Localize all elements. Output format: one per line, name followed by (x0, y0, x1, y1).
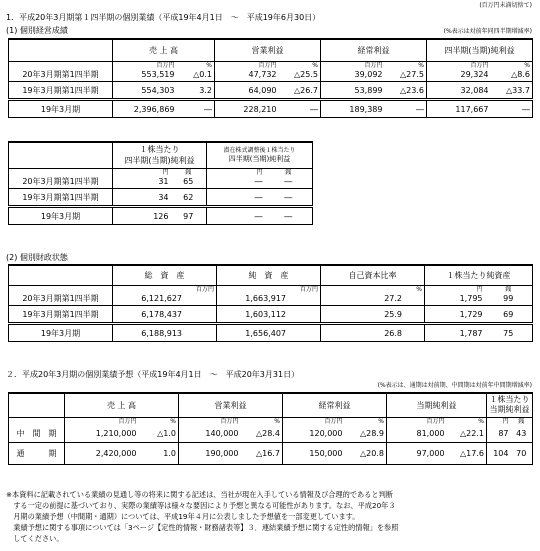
col-header-operating-income: 営業利益 (215, 39, 321, 61)
unit-label: % (321, 285, 425, 293)
cell-value: 6,121,627 (113, 293, 217, 306)
unit-label: 円 (207, 168, 265, 176)
cell-value: ― (207, 176, 265, 189)
cell-value: 6,178,437 (113, 306, 217, 324)
section2-title: ２．平成20年3月期の個別業績予想（平成19年4月1日 ～ 平成20年3月31日） (6, 370, 300, 379)
cell-value: △1.0 (139, 425, 179, 443)
cell-value: 75 (485, 324, 533, 342)
table-row (9, 82, 533, 100)
unit-label: 百万円 (387, 417, 447, 425)
unit-label: 銭 (485, 285, 533, 293)
unit-label: 百万円 (65, 417, 139, 425)
unit-label: 百万円 (321, 61, 385, 69)
cell-value: 228,210 (215, 100, 279, 118)
cell-value: 32,084 (427, 82, 491, 100)
row-label: 20年3月期第1四半期 (9, 176, 113, 189)
cell-value: ― (385, 100, 427, 118)
cell-value: ― (265, 189, 313, 207)
col-header-operating-income: 営業利益 (179, 393, 283, 417)
cell-value: 62 (171, 189, 207, 207)
cell-value: ― (265, 176, 313, 189)
header-line: 潜在株式調整後１株当たり (223, 147, 296, 155)
corner-cell (9, 39, 113, 61)
table-row (9, 176, 313, 189)
cell-value: ― (207, 207, 265, 225)
cell-value: 120,000 (283, 425, 345, 443)
table-row (9, 306, 533, 324)
cell-value: 140,000 (179, 425, 241, 443)
unit-label: % (139, 417, 179, 425)
unit-label: 銭 (171, 168, 207, 176)
cell-value: △8.6 (491, 69, 533, 82)
unit-label: 百万円 (427, 61, 491, 69)
cell-value: ― (265, 207, 313, 225)
table-row (9, 425, 533, 443)
cell-value: ― (491, 100, 533, 118)
section2-note: (%表示は、通期は対前期、中間期は対前年中間期増減率) (377, 382, 532, 389)
cell-value: ― (207, 189, 265, 207)
header-line: 四半期(当期)純利益 (228, 155, 291, 164)
cell-value: 1,663,917 (217, 293, 321, 306)
row-label: 19年3月期 (9, 324, 113, 342)
unit-label: 百万円 (217, 285, 321, 293)
cell-value: ― (177, 100, 215, 118)
cell-value: 190,000 (179, 443, 241, 465)
table-row (9, 324, 533, 342)
cell-value: △20.8 (345, 443, 387, 465)
unit-label: 円 (425, 285, 485, 293)
cell-value: △16.7 (241, 443, 283, 465)
cell-value: 6,188,913 (113, 324, 217, 342)
table-row (9, 443, 533, 465)
unit-label: % (241, 417, 283, 425)
cell-value: △28.4 (241, 425, 283, 443)
cell-value: 29,324 (427, 69, 491, 82)
unit-label: 百万円 (113, 61, 177, 69)
cell-value: 189,389 (321, 100, 385, 118)
row-label: 19年3月期 (9, 207, 113, 225)
footnote-line: 業績予想に関する事項については「3ページ【定性的情報・財務諸表等】３．連結業績予想に関する定性的情報」を参照 (6, 523, 399, 532)
cell-value: 1,787 (425, 324, 485, 342)
row-label: 19年3月期 (9, 100, 113, 118)
unit-label: 百万円 (283, 417, 345, 425)
header-line: １株当たり (489, 395, 530, 405)
unit-label: 百万円 (215, 61, 279, 69)
row-label: 通 期 (9, 443, 65, 465)
unit-label: 銭 (265, 168, 313, 176)
cell-value: 69 (485, 306, 533, 324)
row-label: 20年3月期第1四半期 (9, 69, 113, 82)
unit-label: 百万円 (179, 417, 241, 425)
col-header-bps: １株当たり純資産 (425, 265, 533, 285)
financial-position-table (8, 264, 533, 342)
cell-value: 47,732 (215, 69, 279, 82)
cell-value: 27.2 (321, 293, 425, 306)
cell-value: 1,795 (425, 293, 485, 306)
cell-value: 150,000 (283, 443, 345, 465)
cell-value: △27.5 (385, 69, 427, 82)
corner-cell (9, 142, 113, 168)
unit-label: 円 (113, 168, 171, 176)
corner-cell (9, 393, 65, 417)
section1-title: 1．平成20年3月期第１四半期の個別業績（平成19年4月1日 ～ 平成19年6月30日） (6, 13, 321, 22)
unit-label: % (491, 61, 533, 69)
cell-value: 1,210,000 (65, 425, 139, 443)
table-row (9, 207, 313, 225)
unit-label: 百万円 (113, 285, 217, 293)
forecast-table (8, 392, 533, 465)
cell-value: △25.5 (279, 69, 321, 82)
cell-value: 31 (113, 176, 171, 189)
cell-value: 53,899 (321, 82, 385, 100)
sub1-note: (%表示は対前年同四半期増減率) (443, 28, 532, 35)
footnote-line: してください。 (6, 534, 64, 543)
sub1-title: (1) 個別経営成績 (6, 26, 68, 35)
cell-value: 554,303 (113, 82, 177, 100)
footnote-line: する一定の前提に基づいており、実際の業績等は様々な要因により予想と異なる可能性があります。なお、平成20年３ (6, 501, 396, 510)
cell-value: 87 (487, 425, 511, 443)
cell-value: △23.6 (385, 82, 427, 100)
col-header-equity-ratio: 自己資本比率 (321, 265, 425, 285)
cell-value: 117,667 (427, 100, 491, 118)
sub2-title: (2) 個別財政状態 (6, 253, 68, 262)
header-line: 四半期(当期)純利益 (124, 156, 195, 166)
unit-label: % (385, 61, 427, 69)
cell-value: 1,603,112 (217, 306, 321, 324)
cell-value: 97,000 (387, 443, 447, 465)
cell-value: △0.1 (177, 69, 215, 82)
unit-label: % (447, 417, 487, 425)
col-header-eps (113, 142, 207, 168)
cell-value: 39,092 (321, 69, 385, 82)
footnote-line: ※本資料に記載されている業績の見通し等の将来に関する記述は、当社が現在入手している情報及び合理的であると判断 (6, 490, 393, 499)
col-header-ordinary-income: 経常利益 (283, 393, 387, 417)
cell-value: 553,519 (113, 69, 177, 82)
cell-value: 43 (511, 425, 533, 443)
cell-value: 64,090 (215, 82, 279, 100)
footnote-line: 月期の業績予想（中間期・通期）については、平成19年４月に公表しました予想値を一部変更しています。 (6, 512, 360, 521)
col-header-total-assets: 総 資 産 (113, 265, 217, 285)
header-line: 当期純利益 (489, 405, 530, 415)
unit-label: 円 (487, 417, 511, 425)
eps-table (8, 141, 313, 225)
unit-label: % (177, 61, 215, 69)
cell-value: △26.7 (279, 82, 321, 100)
col-header-net-income: 四半期(当期)純利益 (427, 39, 533, 61)
row-label: 20年3月期第1四半期 (9, 293, 113, 306)
cell-value: 1.0 (139, 443, 179, 465)
unit-label: % (345, 417, 387, 425)
cell-value: 2,420,000 (65, 443, 139, 465)
footnote (6, 489, 398, 544)
cell-value: 104 (487, 443, 511, 465)
cell-value: 25.9 (321, 306, 425, 324)
col-header-ordinary-income: 経常利益 (321, 39, 427, 61)
col-header-diluted-eps (207, 142, 313, 168)
cell-value: 81,000 (387, 425, 447, 443)
cell-value: ― (279, 100, 321, 118)
col-header-eps (487, 393, 533, 417)
corner-cell (9, 265, 113, 285)
cell-value: 3.2 (177, 82, 215, 100)
cell-value: 2,396,869 (113, 100, 177, 118)
col-header-net-assets: 純 資 産 (217, 265, 321, 285)
cell-value: △33.7 (491, 82, 533, 100)
col-header-sales: 売 上 高 (65, 393, 179, 417)
unit-label: % (279, 61, 321, 69)
table-row (9, 69, 533, 82)
cell-value: 126 (113, 207, 171, 225)
cell-value: 34 (113, 189, 171, 207)
row-label: 19年3月期第1四半期 (9, 189, 113, 207)
cell-value: △22.1 (447, 425, 487, 443)
cell-value: △17.6 (447, 443, 487, 465)
header-line: １株当たり (139, 145, 180, 155)
cell-value: 97 (171, 207, 207, 225)
table-row (9, 189, 313, 207)
cell-value: 1,729 (425, 306, 485, 324)
cell-value: 70 (511, 443, 533, 465)
row-label: 19年3月期第1四半期 (9, 82, 113, 100)
cell-value: 1,656,407 (217, 324, 321, 342)
cell-value: 99 (485, 293, 533, 306)
row-label: 19年3月期第1四半期 (9, 306, 113, 324)
row-label: 中 間 期 (9, 425, 65, 443)
cell-value: △28.9 (345, 425, 387, 443)
table-row (9, 293, 533, 306)
col-header-net-income: 当期純利益 (387, 393, 487, 417)
operating-results-table (8, 38, 533, 118)
unit-label: 銭 (511, 417, 533, 425)
cell-value: 65 (171, 176, 207, 189)
cell-value: 26.8 (321, 324, 425, 342)
col-header-sales: 売 上 高 (113, 39, 215, 61)
table-row (9, 100, 533, 118)
rounding-note: (百万円未満切捨て) (479, 2, 532, 9)
